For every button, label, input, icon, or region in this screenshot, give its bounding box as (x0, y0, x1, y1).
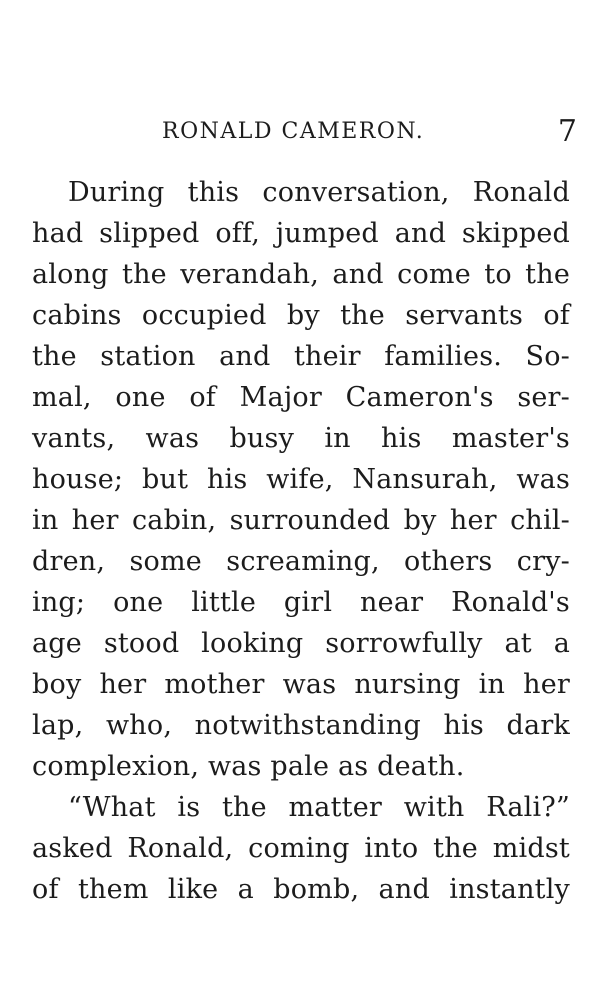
text-line: lap, who, notwithstanding his dark (32, 710, 570, 741)
running-title: RONALD CAMERON. (162, 119, 425, 144)
text-line: ing; one little girl near Ronald's (32, 587, 570, 618)
text-line: complexion, was pale as death. (32, 751, 465, 782)
body-text (32, 172, 570, 910)
text-line: mal, one of Major Cameron's ser- (32, 382, 570, 413)
text-line: house; but his wife, Nansurah, was (32, 464, 570, 495)
text-line: vants, was busy in his master's (32, 423, 570, 454)
running-head (32, 112, 577, 152)
text-line: dren, some screaming, others cry- (32, 546, 570, 577)
text-line: “What is the matter with Rali?” (68, 792, 570, 823)
text-line: age stood looking sorrowfully at a (32, 628, 570, 659)
text-line: had slipped off, jumped and skipped (32, 218, 570, 249)
text-line: the station and their families. So- (32, 341, 570, 372)
page-number: 7 (557, 114, 577, 149)
text-line: During this conversation, Ronald (68, 177, 570, 208)
text-line: cabins occupied by the servants of (32, 300, 570, 331)
text-line: in her cabin, surrounded by her chil- (32, 505, 570, 536)
text-line: boy her mother was nursing in her (32, 669, 570, 700)
text-line: along the verandah, and come to the (32, 259, 570, 290)
text-line: of them like a bomb, and instantly (32, 874, 570, 905)
text-line: asked Ronald, coming into the midst (32, 833, 570, 864)
